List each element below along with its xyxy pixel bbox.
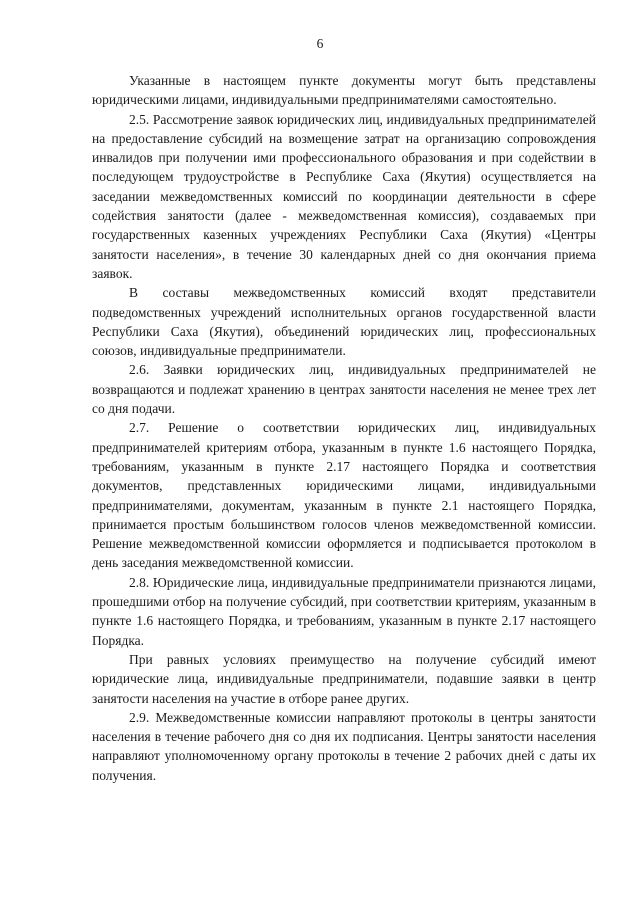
paragraph-documents-submission: Указанные в настоящем пункте документы могут быть представлены юридическими лицами, индивидуальными предпринимателями самостоятельно. [92,73,596,108]
paragraph-commission-composition: В составы межведомственных комиссий входят представители подведомственных учреждений исполнительных органов государственной власти Республики Саха (Якутия), объединений юридических лиц, профессиональных союзов, индивидуальные предприниматели. [92,285,596,359]
paragraph-2-6-application-storage: 2.6. Заявки юридических лиц, индивидуальных предпринимателей не возвращаются и подлежат хранению в центрах занятости населения не менее трех лет со дня подачи. [92,362,596,417]
page-number: 6 [316,36,324,51]
document-body [92,71,596,785]
paragraph-2-5-application-review: 2.5. Рассмотрение заявок юридических лиц, индивидуальных предпринимателей на предоставление субсидий на возмещение затрат на организацию сопровождения инвалидов при получении ими профессионального образования и при содействии в последующем трудоустройстве в Республике Саха (Якутия) осуществляется на заседании межведомственных комиссий по координации деятельности в сфере содействия занятости (далее - межведомственная комиссия), создаваемых при государственных казенных учреждениях Республики Саха (Якутия) «Центры занятости населения», в течение 30 календарных дней со дня окончания приема заявок. [92,111,596,281]
paragraph-equal-conditions-priority: При равных условиях преимущество на получение субсидий имеют юридические лица, индивидуальные предприниматели, подавшие заявки в центр занятости населения на участие в отборе ранее других. [92,651,596,706]
paragraph-2-9-protocol-submission: 2.9. Межведомственные комиссии направляют протоколы в центры занятости населения в течение рабочего дня со дня их подписания. Центры занятости населения направляют уполномоченному органу протоколы в течение 2 рабочих дней с даты их получения. [92,709,596,783]
paragraph-2-8-selection-criteria: 2.8. Юридические лица, индивидуальные предприниматели признаются лицами, прошедшими отбор на получение субсидий, при соответствии критериям, указанным в пункте 1.6 настоящего Порядка, и требованиям, указанным в пункте 2.17 настоящего Порядка. [92,574,596,648]
paragraph-2-7-commission-decision: 2.7. Решение о соответствии юридических лиц, индивидуальных предпринимателей критериям отбора, указанным в пункте 1.6 настоящего Порядка, требованиям, указанным в пункте 2.17 настоящего Порядка и соответствия документов, представленных юридическими лицами, индивидуальными предпринимателями, документам, указанным в пункте 2.1 настоящего Порядка, принимается простым большинством голосов членов межведомственной комиссии. Решение межведомственной комиссии оформляется и подписывается протоколом в день заседания межведомственной комиссии. [92,420,596,571]
